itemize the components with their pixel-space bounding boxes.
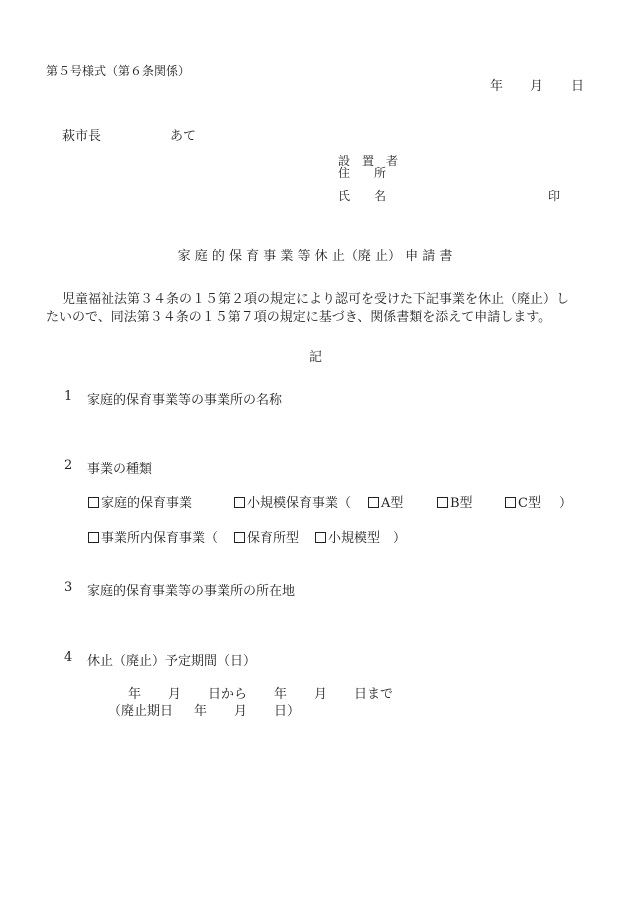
- seal-mark: 印: [548, 189, 561, 203]
- address-label: 住 所: [338, 166, 387, 180]
- row2-close-paren: ）: [393, 531, 407, 546]
- item-1-label: 家庭的保育事業等の事業所の名称: [87, 393, 283, 408]
- item-4-label: 休止（廃止）予定期間（日）: [87, 654, 257, 669]
- period-end-day: 日まで: [354, 687, 394, 702]
- option-type-b-label: B型: [450, 496, 473, 511]
- option-type-b[interactable]: [437, 492, 473, 511]
- checkbox-small-scale-type[interactable]: [315, 532, 326, 543]
- checkbox-type-b[interactable]: [437, 497, 448, 508]
- checkbox-in-office[interactable]: [88, 532, 99, 543]
- body-line-1: 児童福祉法第３４条の１５第２項の規定により認可を受けた下記事業を休止（廃止）し: [62, 292, 570, 307]
- option-type-a-label: A型: [381, 496, 404, 511]
- checkbox-type-c[interactable]: [505, 497, 516, 508]
- period-start-day: 日から: [208, 687, 248, 702]
- item-3-label: 家庭的保育事業等の事業所の所在地: [87, 584, 296, 599]
- name-label: 氏 名: [338, 189, 387, 203]
- option-small-scale-type-label: 小規模型: [328, 531, 381, 546]
- option-in-office[interactable]: [88, 527, 218, 546]
- abolition-month: 月: [234, 704, 248, 719]
- period-start-year: 年: [128, 687, 142, 702]
- option-type-c-label: C型: [518, 496, 541, 511]
- addressee-honorific: あて: [170, 129, 197, 144]
- period-start-month: 月: [168, 687, 182, 702]
- option-small-scale-label: 小規模保育事業（: [247, 496, 352, 511]
- item-4-number: 4: [64, 650, 73, 665]
- period-end-month: 月: [314, 687, 328, 702]
- checkbox-type-a[interactable]: [368, 497, 379, 508]
- setter-label: 設 置 者: [338, 154, 399, 168]
- date-month-label: 月: [530, 79, 544, 94]
- option-nursery-type-label: 保育所型: [247, 531, 300, 546]
- checkbox-small-scale[interactable]: [234, 497, 245, 508]
- abolition-day: 日）: [274, 704, 301, 719]
- option-type-c[interactable]: [505, 492, 541, 511]
- checkbox-home-daycare[interactable]: [88, 497, 99, 508]
- item-2-label: 事業の種類: [87, 462, 153, 477]
- date-year-label: 年: [490, 79, 504, 94]
- ki-marker: 記: [309, 350, 323, 365]
- addressee-name: 萩市長: [62, 129, 102, 144]
- date-day-label: 日: [571, 79, 585, 94]
- abolition-date-open: （廃止期日: [108, 704, 174, 719]
- option-nursery-type[interactable]: [234, 527, 299, 546]
- body-line-2: たいので、同法第３４条の１５第７項の規定に基づき、関係書類を添えて申請します。: [46, 310, 552, 325]
- option-home-daycare[interactable]: [88, 492, 192, 511]
- abolition-year: 年: [194, 704, 208, 719]
- option-in-office-label: 事業所内保育事業（: [101, 531, 219, 546]
- item-1-number: 1: [64, 389, 73, 404]
- item-3-number: 3: [64, 580, 73, 595]
- option-small-scale-type[interactable]: [315, 527, 380, 546]
- row1-close-paren: ）: [559, 496, 573, 511]
- checkbox-nursery-type[interactable]: [234, 532, 245, 543]
- item-2-number: 2: [64, 458, 73, 473]
- option-type-a[interactable]: [368, 492, 403, 511]
- period-end-year: 年: [274, 687, 288, 702]
- option-small-scale[interactable]: [234, 492, 351, 511]
- document-title: 家 庭 的 保 育 事 業 等 休 止（廃 止） 申 請 書: [177, 249, 453, 264]
- form-number: 第５号様式（第６条関係）: [46, 64, 191, 78]
- option-home-daycare-label: 家庭的保育事業: [101, 496, 193, 511]
